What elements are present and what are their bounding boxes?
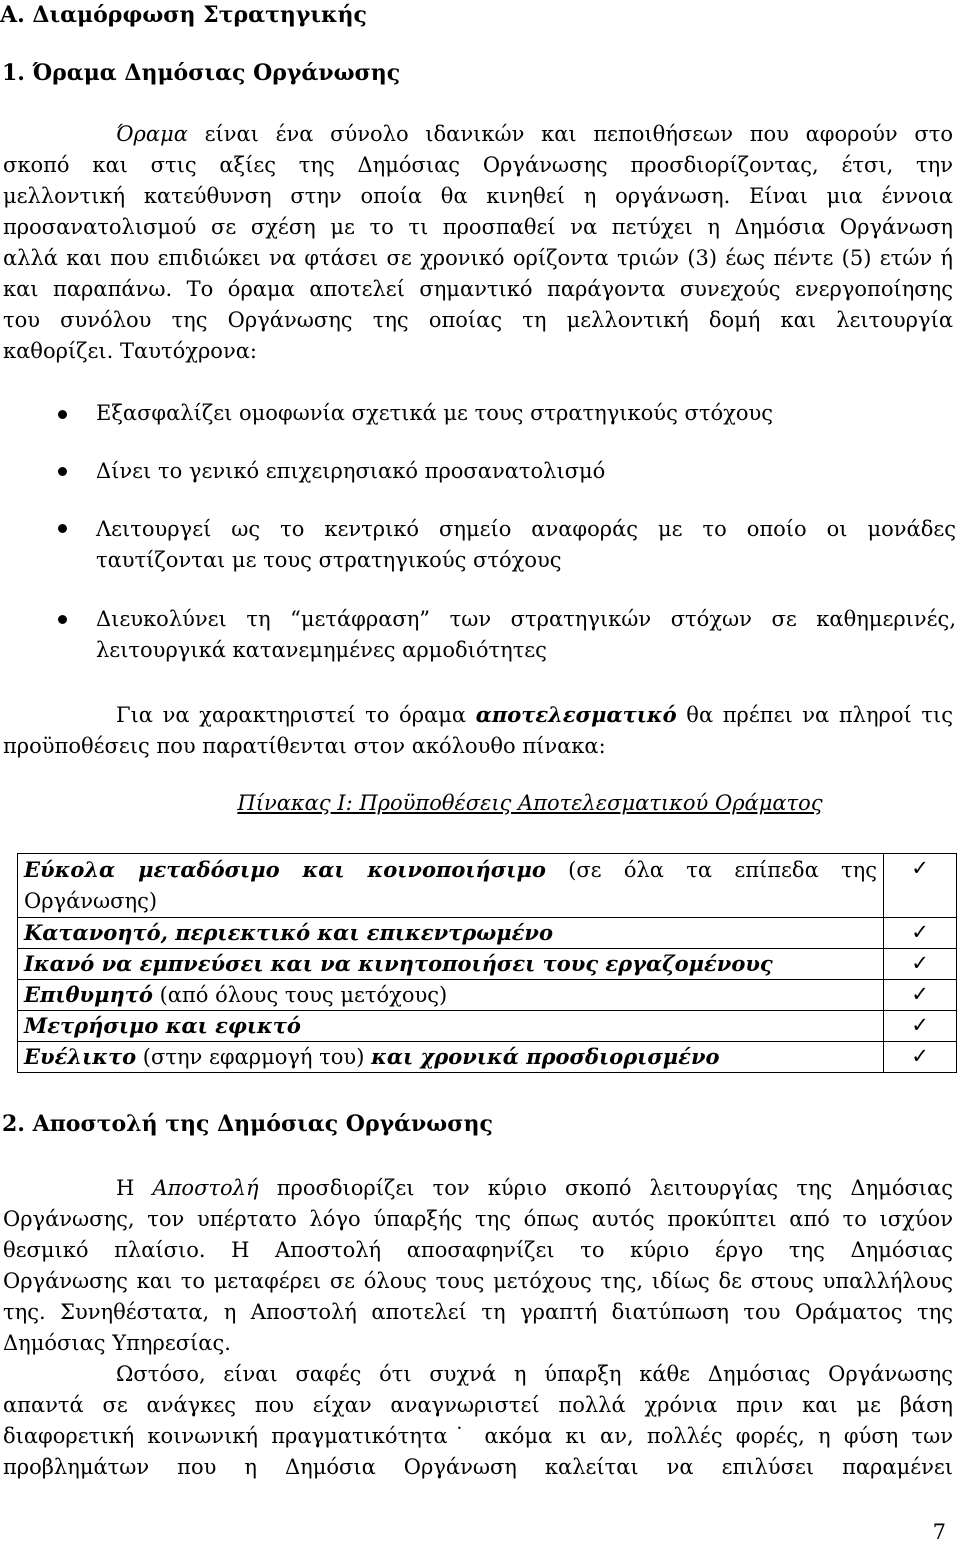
check-icon: ✓ [884,1042,957,1073]
check-icon: ✓ [884,949,957,980]
row-bold-text: Εύκολα μεταδόσιμο και κοινοποιήσιμο [24,857,546,882]
bullet-text: Δίνει το γενικό επιχειρησιακό προσανατολισμό [96,459,606,483]
vision-line: μελλοντική κατεύθυνση στην οποία θα κινηθεί η οργάνωση. Είναι μια έννοια [3,184,953,208]
table-caption: Πίνακας Ι: Προϋποθέσεις Αποτελεσματικού Οράματος [237,791,823,815]
mission-line: θεσμικό πλαίσιο. Η Αποστολή αποσαφηνίζει το κύριο έργο της Δημόσιας [3,1238,953,1262]
mission-paragraph-2 [3,1359,953,1483]
vision-heading: 1. Όραμα Δημόσιας Οργάνωσης [2,60,401,86]
check-icon: ✓ [884,1011,957,1042]
row-normal-text: (σε όλα τα επίπεδα της Οργάνωσης) [24,858,877,913]
section-title: Α. Διαμόρφωση Στρατηγικής [0,2,367,28]
bullet-text: ταυτίζονται με τους στρατηγικούς στόχους [96,548,562,572]
bullet-dot-icon [58,410,67,419]
mission-line: απαντά σε ανάγκες που είχαν αναγνωριστεί πολλά χρόνια πριν και με βάση [3,1393,953,1417]
mission-line: Δημόσιας Υπηρεσίας. [3,1331,231,1355]
row-bold-text: Κατανοητό, περιεκτικό και επικεντρωμένο [24,920,553,945]
mission-rest: προσδιορίζει τον κύριο σκοπό λειτουργίας της Δημόσιας [276,1176,953,1200]
table-cell [18,980,884,1011]
requirements-table [17,853,957,1073]
vision-line: και παραπάνω. Το όραμα αποτελεί σημαντικό παράγοντα συνεχούς ενεργοποίησης [3,277,953,301]
effective-paragraph [3,699,953,762]
vision-line: προσανατολισμού σε σχέση με το τι προσπαθεί να πετύχει η Δημόσια Οργάνωση [3,215,953,239]
row-normal-text: (από όλους τους μετόχους) [159,983,448,1007]
bullet-text: λειτουργικά κατανεμημένες αρμοδιότητες [96,638,547,662]
bullet-dot-icon [58,524,67,533]
effective-post: θα πρέπει να πληροί τις [686,703,953,727]
vision-intro-rest: είναι ένα σύνολο ιδανικών και πεποιθήσεων που αφορούν στο [204,122,953,146]
check-icon: ✓ [884,854,957,918]
bullet-item [96,604,956,666]
bullet-dot-icon [58,615,67,624]
vision-line: καθορίζει. Ταυτόχρονα: [3,339,257,363]
bullet-item [96,514,956,576]
row-normal-text: (στην εφαρμογή του) [142,1045,365,1069]
effective-term: αποτελεσματικό [475,702,677,727]
effective-line-2: προϋποθέσεις που παρατίθενται στον ακόλουθο πίνακα: [3,734,606,758]
check-icon: ✓ [884,918,957,949]
row-bold-text: Μετρήσιμο και εφικτό [24,1013,301,1038]
mission-line: προβλημάτων που η Δημόσια Οργάνωση καλείται να επιλύσει παραμένει [3,1455,953,1479]
table-cell [18,854,884,918]
vision-line: σκοπό και στις αξίες της Δημόσιας Οργάνωσης προσδιορίζοντας, έτσι, την [3,153,953,177]
mission-heading: 2. Αποστολή της Δημόσιας Οργάνωσης [2,1111,493,1137]
vision-term: Όραμα [116,122,188,146]
bullet-text: Εξασφαλίζει ομοφωνία σχετικά με τους στρατηγικούς στόχους [96,401,773,425]
mission-line: Ωστόσο, είναι σαφές ότι συχνά η ύπαρξη κάθε Δημόσιας Οργάνωσης [116,1362,953,1386]
effective-line-1 [3,699,953,731]
table-row [18,949,957,980]
mission-paragraph-1 [3,1173,953,1359]
row-bold-text-2: και χρονικά προσδιορισμένο [371,1044,720,1069]
table-row [18,980,957,1011]
check-icon: ✓ [884,980,957,1011]
table-row [18,918,957,949]
row-bold-text: Επιθυμητό [24,982,153,1007]
vision-paragraph [3,119,953,367]
table-row [18,1011,957,1042]
table-cell [18,949,884,980]
row-bold-text: Ευέλικτο [24,1044,137,1069]
table-row [18,1042,957,1073]
bullet-dot-icon [58,467,67,476]
mission-line: Οργάνωσης και το μεταφέρει σε όλους τους μετόχους της, ιδίως δε στους υπαλλήλους [3,1269,953,1293]
table-cell [18,918,884,949]
mission-line: διαφορετική κοινωνική πραγματικότητα˙ ακόμα κι αν, πολλές φορές, η φύση των [3,1424,953,1448]
bullet-item [96,398,956,429]
effective-pre: Για να χαρακτηριστεί το όραμα [116,703,467,727]
bullet-text: Λειτουργεί ως το κεντρικό σημείο αναφοράς με το οποίο οι μονάδες [96,517,956,541]
vision-line: του συνόλου της Οργάνωσης της οποίας τη μελλοντική δομή και λειτουργία [3,308,953,332]
mission-term: Αποστολή [152,1176,259,1200]
mission-line: Οργάνωσης, τον υπέρτατο λόγο ύπαρξής της όπως αυτός προκύπτει από το ισχύον [3,1207,953,1231]
mission-line-1 [3,1173,953,1204]
page-number: 7 [932,1520,946,1544]
table-row [18,854,957,918]
row-bold-text: Ικανό να εμπνεύσει και να κινητοποιήσει τους εργαζομένους [24,951,773,976]
mission-line: της. Συνηθέστατα, η Αποστολή αποτελεί τη γραπτή διατύπωση του Οράματος της [3,1300,953,1324]
mission-pre: Η [116,1176,135,1200]
table-cell [18,1011,884,1042]
table-cell [18,1042,884,1073]
vision-line: αλλά και που επιδιώκει να φτάσει σε χρονικό ορίζοντα τριών (3) έως πέντε (5) ετών ή [3,246,953,270]
bullet-text: Διευκολύνει τη “μετάφραση” των στρατηγικών στόχων σε καθημερινές, [96,607,956,631]
bullet-item [96,456,956,487]
vision-line-1 [3,119,953,150]
